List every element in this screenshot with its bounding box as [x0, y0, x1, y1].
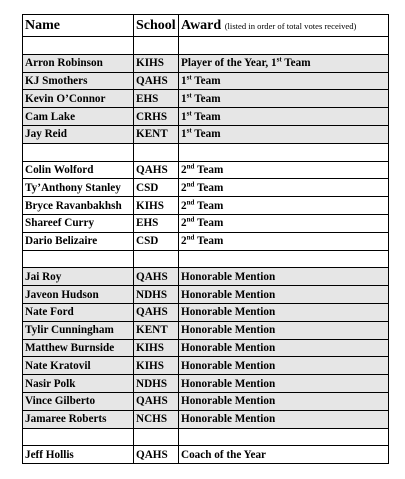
award-text: Honorable Mention: [181, 306, 276, 319]
award-text: Honorable Mention: [181, 359, 276, 372]
spacer-row: [23, 428, 389, 446]
spacer-cell: [179, 428, 389, 446]
award-text: 2: [181, 235, 187, 248]
school-code: QAHS: [134, 392, 179, 410]
table-row: [23, 339, 389, 357]
school-code: KIHS: [134, 54, 179, 72]
award-cell: [179, 375, 389, 393]
school-code: CRHS: [134, 108, 179, 126]
award-team-text: Team: [194, 217, 224, 230]
table-row: [23, 90, 389, 108]
player-name: Javeon Hudson: [23, 286, 134, 304]
award-team-text: Team: [194, 199, 224, 212]
school-code: EHS: [134, 90, 179, 108]
table-row: [23, 375, 389, 393]
player-name: Bryce Ravanbakhsh: [23, 197, 134, 215]
award-team-text: Team: [191, 128, 221, 141]
school-code: QAHS: [134, 161, 179, 179]
award-text: Honorable Mention: [181, 413, 276, 426]
school-code: CSD: [134, 179, 179, 197]
spacer-cell: [134, 37, 179, 55]
school-code: KIHS: [134, 197, 179, 215]
award-text: 1: [181, 74, 187, 87]
award-cell: [179, 197, 389, 215]
award-text: Player of the Year, 1: [181, 57, 277, 70]
award-text: Honorable Mention: [181, 288, 276, 301]
award-team-text: Team: [194, 163, 224, 176]
spacer-cell: [23, 250, 134, 268]
table-row: [23, 161, 389, 179]
school-code: KIHS: [134, 339, 179, 357]
award-team-text: Team: [191, 110, 221, 123]
award-team-text: Team: [194, 235, 224, 248]
award-cell: [179, 232, 389, 250]
award-ordinal-suffix: st: [186, 91, 192, 100]
spacer-cell: [134, 250, 179, 268]
award-cell: [179, 179, 389, 197]
table-row: [23, 125, 389, 143]
award-ordinal-suffix: st: [186, 108, 192, 117]
award-text: Coach of the Year: [181, 448, 267, 461]
spacer-cell: [179, 37, 389, 55]
award-ordinal-suffix: nd: [186, 215, 195, 224]
player-name: Colin Wolford: [23, 161, 134, 179]
school-code: EHS: [134, 214, 179, 232]
player-name: Nate Ford: [23, 303, 134, 321]
award-cell: [179, 286, 389, 304]
award-text: 1: [181, 92, 187, 105]
school-code: KENT: [134, 125, 179, 143]
table-row: [23, 54, 389, 72]
award-ordinal-suffix: nd: [186, 233, 195, 242]
award-team-text: Team: [194, 181, 224, 194]
player-name: KJ Smothers: [23, 72, 134, 90]
spacer-cell: [23, 428, 134, 446]
school-code: CSD: [134, 232, 179, 250]
player-name: Jamaree Roberts: [23, 410, 134, 428]
award-cell: [179, 321, 389, 339]
award-cell: [179, 339, 389, 357]
table-row: [23, 392, 389, 410]
table-row: [23, 268, 389, 286]
school-code: QAHS: [134, 303, 179, 321]
header-school: School: [134, 15, 179, 37]
player-name: Ty’Anthony Stanley: [23, 179, 134, 197]
school-code: QAHS: [134, 72, 179, 90]
school-code: QAHS: [134, 446, 179, 464]
spacer-row: [23, 143, 389, 161]
award-cell: [179, 268, 389, 286]
award-text: Honorable Mention: [181, 270, 276, 283]
spacer-cell: [23, 37, 134, 55]
player-name: Nasir Polk: [23, 375, 134, 393]
award-team-text: Team: [191, 92, 221, 105]
school-code: KIHS: [134, 357, 179, 375]
award-cell: [179, 303, 389, 321]
table-body: [23, 37, 389, 464]
table-row: [23, 321, 389, 339]
player-name: Shareef Curry: [23, 214, 134, 232]
table-row: [23, 197, 389, 215]
award-ordinal-suffix: st: [276, 55, 282, 64]
award-cell: [179, 108, 389, 126]
player-name: Dario Belizaire: [23, 232, 134, 250]
table-row: [23, 232, 389, 250]
award-text: 2: [181, 199, 187, 212]
awards-table: [22, 14, 389, 464]
table-row: [23, 446, 389, 464]
award-team-text: Team: [281, 57, 311, 70]
school-code: NDHS: [134, 375, 179, 393]
table-row: [23, 179, 389, 197]
award-ordinal-suffix: st: [186, 73, 192, 82]
header-note: (listed in order of total votes received): [224, 20, 357, 31]
school-code: KENT: [134, 321, 179, 339]
spacer-cell: [179, 143, 389, 161]
player-name: Cam Lake: [23, 108, 134, 126]
player-name: Jai Roy: [23, 268, 134, 286]
table-row: [23, 357, 389, 375]
award-ordinal-suffix: nd: [186, 162, 195, 171]
table-row: [23, 303, 389, 321]
award-cell: [179, 161, 389, 179]
award-text: 2: [181, 163, 187, 176]
header-row: [23, 15, 389, 37]
award-cell: [179, 72, 389, 90]
award-text: 1: [181, 128, 187, 141]
spacer-cell: [23, 143, 134, 161]
table-row: [23, 72, 389, 90]
spacer-cell: [179, 250, 389, 268]
award-text: Honorable Mention: [181, 377, 276, 390]
award-text: 2: [181, 217, 187, 230]
player-name: Vince Gilberto: [23, 392, 134, 410]
award-cell: [179, 392, 389, 410]
table-row: [23, 214, 389, 232]
header-award: [179, 15, 389, 37]
award-cell: [179, 446, 389, 464]
award-ordinal-suffix: nd: [186, 180, 195, 189]
award-text: 2: [181, 181, 187, 194]
award-text: Honorable Mention: [181, 395, 276, 408]
award-text: 1: [181, 110, 187, 123]
player-name: Matthew Burnside: [23, 339, 134, 357]
spacer-cell: [134, 428, 179, 446]
header-award-label: Award: [181, 17, 222, 33]
table-row: [23, 286, 389, 304]
award-ordinal-suffix: st: [186, 126, 192, 135]
player-name: Tylir Cunningham: [23, 321, 134, 339]
award-text: Honorable Mention: [181, 341, 276, 354]
award-cell: [179, 214, 389, 232]
player-name: Arron Robinson: [23, 54, 134, 72]
school-code: NCHS: [134, 410, 179, 428]
spacer-cell: [134, 143, 179, 161]
award-cell: [179, 357, 389, 375]
award-cell: [179, 410, 389, 428]
school-code: QAHS: [134, 268, 179, 286]
spacer-row: [23, 250, 389, 268]
award-cell: [179, 90, 389, 108]
player-name: Jeff Hollis: [23, 446, 134, 464]
player-name: Kevin O’Connor: [23, 90, 134, 108]
award-cell: [179, 54, 389, 72]
player-name: Jay Reid: [23, 125, 134, 143]
table-row: [23, 410, 389, 428]
spacer-row: [23, 37, 389, 55]
award-cell: [179, 125, 389, 143]
player-name: Nate Kratovil: [23, 357, 134, 375]
school-code: NDHS: [134, 286, 179, 304]
award-team-text: Team: [191, 74, 221, 87]
header-name: Name: [23, 15, 134, 37]
award-text: Honorable Mention: [181, 324, 276, 337]
table-row: [23, 108, 389, 126]
award-ordinal-suffix: nd: [186, 197, 195, 206]
